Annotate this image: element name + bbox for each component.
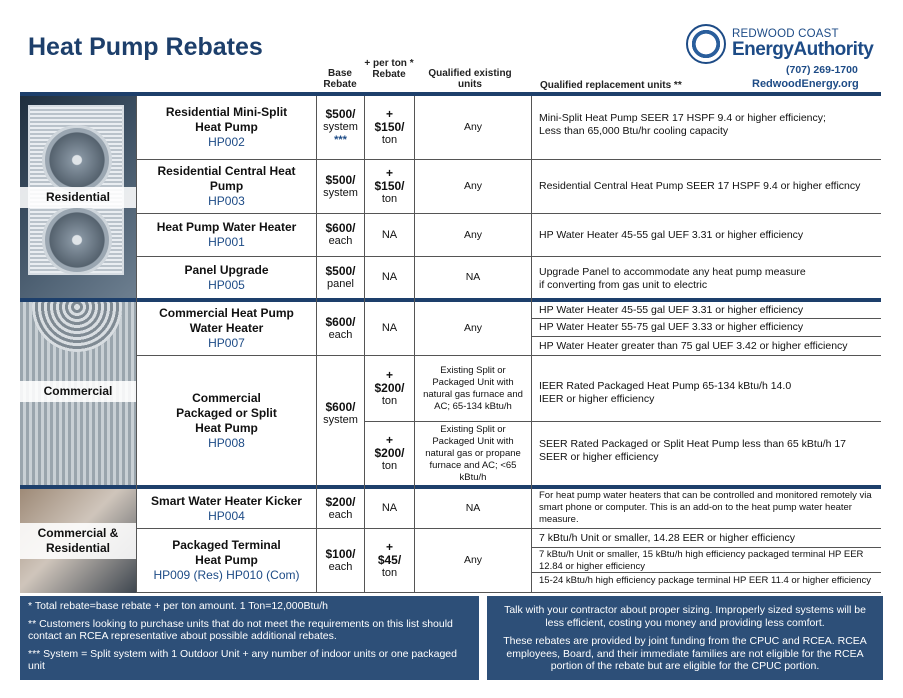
replacement-hp009-3: 15-24 kBtu/h high efficiency package terminal HP EER 11.4 or higher efficiency <box>539 575 871 586</box>
logo-website: RedwoodEnergy.org <box>752 78 859 90</box>
header-qualified-existing: Qualified existing units <box>428 68 512 90</box>
existing-hp001: Any <box>463 228 483 241</box>
footnote-3: *** System = Split system with 1 Outdoor Unit + any number of indoor units or one packaged unit <box>28 647 457 672</box>
page-title: Heat Pump Rebates <box>28 33 263 61</box>
program-hp001 <box>137 214 316 256</box>
replacement-line: if converting from gas unit to electric <box>539 279 708 291</box>
program-name: Commercial Packaged or Split Heat Pump <box>176 390 277 435</box>
program-code: HP005 <box>208 277 245 292</box>
base-unit: system <box>323 121 358 133</box>
program-code: HP004 <box>208 508 245 523</box>
subrow-divider <box>531 336 881 337</box>
base-unit: each <box>328 560 353 573</box>
perton-rebate-hp008-a <box>365 356 414 421</box>
replacement-hp007-2: HP Water Heater 55-75 gal UEF 3.33 or higher efficiency <box>539 321 804 333</box>
base-note: *** <box>334 134 347 146</box>
footnotes-panel <box>20 596 479 680</box>
existing-hp009: Any <box>463 554 483 566</box>
program-hp008 <box>137 356 316 485</box>
replacement-hp009-2: 7 kBtu/h Unit or smaller, 15 kBtu/h high efficiency packaged terminal HP EER 12.84 or higher efficiency <box>539 549 864 572</box>
perton-unit: ton <box>381 193 398 205</box>
base-rebate-hp007 <box>317 302 364 355</box>
logo-top-text: REDWOOD COAST <box>732 28 839 40</box>
program-name: Smart Water Heater Kicker <box>151 493 302 508</box>
replacement-hp004: For heat pump water heaters that can be controlled and monitored remotely via smart phone or computer. This is an add-on to the heat pump water heater measure. <box>539 490 872 525</box>
existing-hp008-a: Existing Split or Packaged Unit with natural gas furnace and AC; 65-134 kBtu/h <box>423 364 523 412</box>
perton-rebate-hp009 <box>365 529 414 592</box>
base-unit: panel <box>327 277 354 290</box>
base-rebate-hp003 <box>317 160 364 213</box>
column-line <box>531 96 532 593</box>
contractor-info-panel <box>487 596 883 680</box>
replacement-hp003: Residential Central Heat Pump SEER 17 HSPF 9.4 or higher efficncy <box>539 180 861 192</box>
perton-unit: ton <box>381 395 398 407</box>
perton-plus: + <box>385 540 393 554</box>
base-rebate-hp001 <box>317 214 364 256</box>
commercial-residential-section-image <box>20 489 136 593</box>
base-amount: $500/ <box>325 263 356 278</box>
info-funding: These rebates are provided by joint funding from the CPUC and RCEA. RCEA employees, Board, and their immediate families are not eligible for the RCEA portion of the rebate but are eligible for the CPUC portion. <box>503 635 867 672</box>
perton-plus: + <box>385 166 393 180</box>
perton-rebate-hp004: NA <box>381 502 398 514</box>
base-amount: $200/ <box>325 494 356 509</box>
existing-hp002: Any <box>463 121 483 133</box>
replacement-hp008-b: SEER Rated Packaged or Split Heat Pump less than 65 kBtu/h 17 SEER or higher efficiency <box>539 438 847 463</box>
header-per-ton-rebate: + per ton * Rebate <box>364 58 414 80</box>
base-unit: each <box>328 235 353 247</box>
perton-plus: + <box>385 368 393 382</box>
program-code: HP008 <box>208 435 245 450</box>
program-name: Heat Pump Water Heater <box>156 220 297 234</box>
base-amount: $100/ <box>325 546 356 561</box>
base-amount: $600/ <box>325 399 356 414</box>
program-code: HP009 (Res) HP010 (Com) <box>153 568 300 582</box>
perton-unit: ton <box>381 460 398 472</box>
program-code: HP007 <box>208 336 245 350</box>
base-amount: $500/ <box>325 172 356 187</box>
base-rebate-hp002 <box>317 96 364 159</box>
base-rebate-hp004 <box>317 489 364 528</box>
logo-main-text: EnergyAuthority <box>732 39 874 60</box>
perton-unit: ton <box>381 567 398 579</box>
program-hp004 <box>137 489 316 528</box>
replacement-hp009-1: 7 kBtu/h Unit or smaller, 14.28 EER or higher efficiency <box>539 532 796 544</box>
existing-hp008-b: Existing Split or Packaged Unit with natural gas or propane furnace and AC; <65 kBtu/h <box>425 423 521 483</box>
program-name: Panel Upgrade <box>184 262 269 277</box>
rcea-logo <box>686 24 886 92</box>
replacement-hp007-1: HP Water Heater 45-55 gal UEF 3.31 or higher efficiency <box>539 304 804 316</box>
program-name: Residential Mini-Split Heat Pump <box>165 105 288 134</box>
program-name: Packaged Terminal Heat Pump <box>172 538 281 567</box>
base-unit: each <box>328 328 353 341</box>
base-amount: $500/ <box>325 107 356 121</box>
program-hp005 <box>137 257 316 298</box>
base-rebate-hp009 <box>317 529 364 592</box>
perton-plus: + <box>385 433 393 447</box>
existing-hp003: Any <box>463 180 483 192</box>
base-unit: system <box>323 186 358 199</box>
base-amount: $600/ <box>325 221 356 235</box>
row-divider <box>136 592 881 593</box>
base-unit: each <box>328 508 353 521</box>
perton-rebate-hp003 <box>365 160 414 213</box>
subrow-divider <box>531 318 881 319</box>
base-rebate-hp008 <box>317 356 364 471</box>
commercial-section-image <box>20 302 136 485</box>
fan-icon <box>42 125 112 195</box>
program-code: HP001 <box>208 235 245 249</box>
header-qualified-replacement: Qualified replacement units ** <box>540 80 682 91</box>
replacement-hp007-3: HP Water Heater greater than 75 gal UEF 3.42 or higher efficiency <box>539 340 848 352</box>
condenser-fan-icon <box>32 302 122 352</box>
info-sizing: Talk with your contractor about proper sizing. Improperly sized systems will be less efficient, costing you money and providing less comfort. <box>504 604 866 629</box>
program-code: HP002 <box>208 135 245 149</box>
replacement-hp001: HP Water Heater 45-55 gal UEF 3.31 or higher efficiency <box>539 229 804 241</box>
section-label-commercial-residential: Commercial & Residential <box>20 523 136 559</box>
redwood-coast-seal-icon <box>686 24 726 64</box>
program-hp007 <box>137 302 316 355</box>
perton-amount: $150/ <box>374 120 405 134</box>
base-rebate-hp005 <box>317 257 364 298</box>
program-name: Commercial Heat Pump Water Heater <box>159 306 294 335</box>
residential-section-image <box>20 95 136 298</box>
perton-amount: $45/ <box>377 553 402 567</box>
section-label-residential: Residential <box>20 187 136 208</box>
header-base-rebate: Base Rebate <box>323 68 357 90</box>
program-hp002 <box>137 96 316 159</box>
perton-rebate-hp007: NA <box>381 322 398 334</box>
base-amount: $600/ <box>325 314 356 329</box>
existing-hp005: NA <box>465 271 481 283</box>
perton-rebate-hp002 <box>365 96 414 159</box>
replacement-hp002: Mini-Split Heat Pump SEER 17 HSPF 9.4 or higher efficiency; Less than 65,000 Btu/hr cooling capacity <box>539 112 826 137</box>
fan-icon <box>42 205 112 275</box>
replacement-line: Upgrade Panel to accommodate any heat pump measure <box>539 266 806 278</box>
perton-amount: $200/ <box>374 381 405 395</box>
program-code: HP003 <box>208 194 245 208</box>
program-hp003 <box>137 160 316 213</box>
program-hp009 <box>137 529 316 592</box>
perton-amount: $150/ <box>374 179 405 193</box>
perton-rebate-hp001: NA <box>381 228 398 241</box>
perton-unit: ton <box>381 134 398 146</box>
base-unit: system <box>323 413 358 426</box>
footnote-1: * Total rebate=base rebate + per ton amount. 1 Ton=12,000Btu/h <box>28 600 328 612</box>
perton-plus: + <box>385 107 393 121</box>
existing-hp004: NA <box>465 502 481 514</box>
logo-phone: (707) 269-1700 <box>786 64 858 76</box>
section-label-commercial: Commercial <box>20 381 136 402</box>
replacement-hp005 <box>539 266 879 292</box>
program-name: Residential Central Heat Pump <box>157 164 296 193</box>
replacement-hp008-a: IEER Rated Packaged Heat Pump 65-134 kBtu/h 14.0 IEER or higher efficiency <box>539 380 792 405</box>
existing-hp007: Any <box>463 322 483 334</box>
perton-rebate-hp008-b <box>365 422 414 485</box>
perton-rebate-hp005: NA <box>381 271 398 283</box>
footnote-2: ** Customers looking to purchase units that do not meet the requirements on this list should contact an RCEA representative about possible additional rebates. <box>28 617 453 642</box>
subrow-divider <box>531 547 881 548</box>
perton-amount: $200/ <box>374 446 405 460</box>
